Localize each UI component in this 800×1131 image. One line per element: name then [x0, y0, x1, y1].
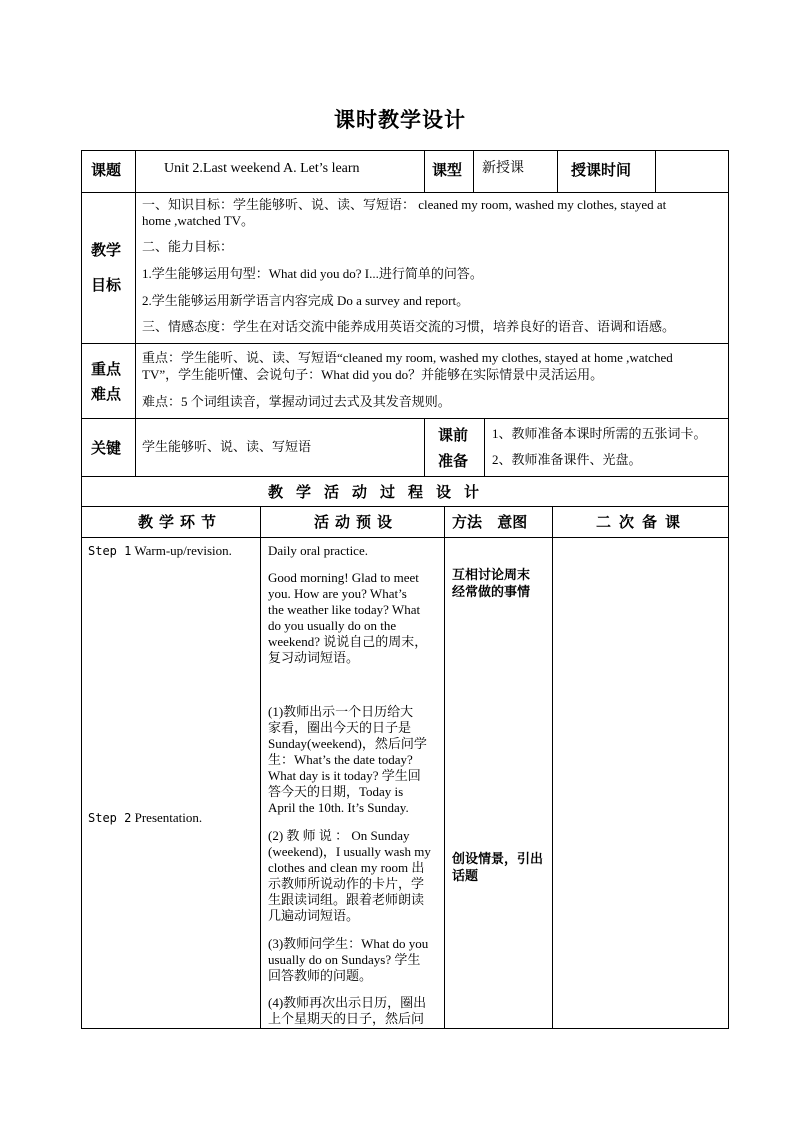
method-line: 创设情景，引出	[452, 852, 544, 867]
step-row	[88, 810, 202, 826]
col-divider	[444, 506, 445, 1029]
objectives-label: 目标	[91, 276, 122, 294]
page-title: 课时教学设计	[334, 108, 466, 132]
prep-label: 课前	[438, 426, 469, 444]
col-divider	[424, 150, 425, 192]
prep-item: 2、教师准备课件、光盘。	[492, 452, 642, 467]
activity-line: 答今天的日期，Today is	[268, 784, 404, 799]
activity-line: Sunday(weekend)，然后问学	[268, 736, 427, 751]
activity-line: 生跟读词组。跟着老师朗读	[268, 892, 425, 907]
row-divider	[81, 476, 729, 477]
type-label: 课型	[432, 161, 463, 179]
activity-line: the weather like today? What	[268, 602, 421, 617]
column-header-stage: 教学环节	[138, 513, 223, 531]
keypoint-line: 难点：5 个词组读音，掌握动词过去式及其发音规则。	[142, 394, 451, 409]
col-divider	[655, 150, 656, 192]
activity-line: (3)教师问学生：What do you	[268, 936, 429, 951]
activity-line: April the 10th. It’s Sunday.	[268, 800, 409, 815]
activity-line: (1)教师出示一个日历给大	[268, 704, 414, 719]
activity-line: 复习动词短语。	[268, 650, 360, 665]
row-divider	[81, 506, 729, 507]
activity-line: 家看，圈出今天的日子是	[268, 720, 412, 735]
activity-line: (4)教师再次出示日历，圈出	[268, 995, 427, 1010]
activity-line: 上个星期天的日子，然后问	[268, 1011, 425, 1026]
col-divider	[484, 418, 485, 476]
activity-line: 示教师所说动作的卡片，学	[268, 876, 425, 891]
step-row	[88, 543, 232, 559]
method-line: 话题	[452, 869, 479, 884]
row-divider	[81, 343, 729, 344]
objective-line: 三、情感态度：学生在对话交流中能养成用英语交流的习惯，培养良好的语音、语调和语感。	[142, 319, 676, 334]
step-name: Presentation.	[134, 810, 203, 825]
activity-line: Good morning! Glad to meet	[268, 570, 419, 585]
column-header-revision: 二次备课	[596, 513, 689, 531]
activity-line: What day is it today? 学生回	[268, 768, 421, 783]
activity-line: do you usually do on the	[268, 618, 397, 633]
process-heading: 教学活动过程设计	[268, 483, 493, 501]
objective-line: 1.学生能够运用句型：What did you do? I...进行简单的问答。	[142, 266, 483, 281]
activity-line: you. How are you? What’s	[268, 586, 407, 601]
topic-label: 课题	[91, 161, 122, 179]
col-divider	[473, 150, 474, 192]
activity-line: 生：What’s the date today?	[268, 752, 413, 767]
row-divider	[81, 418, 729, 419]
activity-line: (weekend)，I usually wash my	[268, 844, 431, 859]
objective-line: 一、知识目标：学生能够听、说、读、写短语： cleaned my room, washed my clothes, stayed at	[142, 197, 667, 212]
objectives-label: 教学	[91, 241, 122, 259]
col-divider	[424, 418, 425, 476]
activity-line: 回答教师的问题。	[268, 968, 373, 983]
type-value: 新授课	[482, 161, 524, 176]
col-divider	[552, 506, 553, 1029]
activity-line: 几遍动词短语。	[268, 908, 360, 923]
col-divider	[135, 150, 136, 476]
col-divider	[260, 506, 261, 1029]
objective-line: 2.学生能够运用新学语言内容完成 Do a survey and report。	[142, 293, 470, 308]
prep-item: 1、教师准备本课时所需的五张词卡。	[492, 426, 707, 441]
step-name: Warm-up/revision.	[134, 543, 232, 558]
method-line: 经常做的事情	[452, 585, 531, 600]
column-header-method: 方法 意图	[452, 513, 528, 531]
prep-label: 准备	[438, 452, 469, 470]
row-divider	[81, 192, 729, 193]
topic-value: Unit 2.Last weekend A. Let’s learn	[164, 161, 360, 176]
activity-line: usually do on Sundays? 学生	[268, 952, 421, 967]
col-divider	[557, 150, 558, 192]
activity-line: clothes and clean my room 出	[268, 860, 425, 875]
objective-line: home ,watched TV。	[142, 213, 255, 228]
activity-line: weekend? 说说自己的周末，	[268, 634, 428, 649]
key-label: 关键	[91, 439, 122, 457]
objective-line: 二、能力目标：	[142, 239, 234, 254]
row-divider	[81, 537, 729, 538]
keypoint-line: TV”，学生能听懂、会说句子：What did you do？并能够在实际情景中灵活运用。	[142, 367, 604, 382]
activity-line: (2) 教 师 说 ： On Sunday	[268, 828, 410, 843]
keypoints-label: 难点	[91, 385, 122, 403]
step-number: Step 1	[88, 544, 132, 558]
key-value: 学生能够听、说、读、写短语	[142, 439, 312, 454]
column-header-activity: 活动预设	[314, 513, 399, 531]
step-number: Step 2	[88, 811, 132, 825]
keypoints-label: 重点	[91, 360, 122, 378]
time-label: 授课时间	[571, 161, 632, 179]
method-line: 互相讨论周末	[452, 568, 531, 583]
activity-daily: Daily oral practice.	[268, 543, 368, 558]
keypoint-line: 重点：学生能听、说、读、写短语“cleaned my room, washed my clothes, stayed at home ,watched	[142, 350, 673, 365]
